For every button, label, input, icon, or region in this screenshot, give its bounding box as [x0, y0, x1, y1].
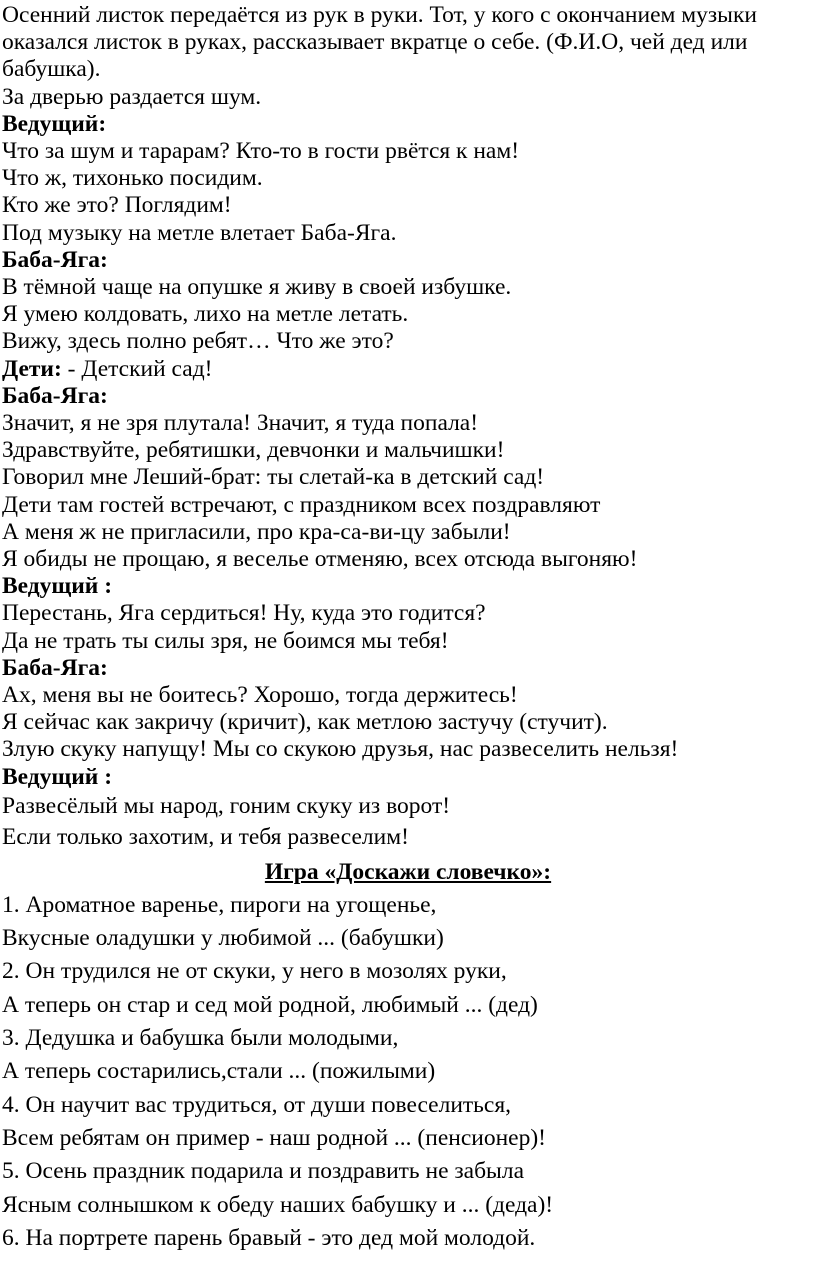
dialogue-line: Что ж, тихонько посидим.: [2, 165, 263, 192]
dialogue-line: Здравствуйте, ребятишки, девчонки и мальчишки!: [2, 437, 505, 464]
riddle-line: Вкусные оладушки у любимой ... (бабушки): [2, 925, 444, 952]
speaker-label: Баба-Яга:: [2, 246, 108, 273]
dialogue-line: Перестань, Яга сердиться! Ну, куда это годится?: [2, 600, 486, 627]
riddle-line: 4. Он научит вас трудиться, от души повеселиться,: [2, 1091, 512, 1118]
dialogue-line: Если только захотим, и тебя развеселим!: [2, 823, 409, 850]
riddle-line: А теперь состарились,стали ... (пожилыми): [2, 1058, 436, 1085]
intro-line: оказался листок в руках, рассказывает вкратце о себе. (Ф.И.О, чей дед или: [2, 29, 748, 56]
dialogue-line: Да не трать ты силы зря, не боимся мы тебя!: [2, 627, 449, 654]
dialogue-line: В тёмной чаще на опушке я живу в своей избушке.: [2, 274, 512, 301]
dialogue-line: Вижу, здесь полно ребят… Что же это?: [2, 328, 394, 355]
dialogue-line-inline: [2, 356, 816, 383]
riddle-line: 2. Он трудился не от скуки, у него в мозолях руки,: [2, 958, 507, 985]
dialogue-line: Что за шум и тарарам? Кто-то в гости рвётся к нам!: [2, 138, 520, 165]
riddle-line: 5. Осень праздник подарила и поздравить не забыла: [2, 1158, 525, 1185]
dialogue-line: Говорил мне Леший-брат: ты слетай-ка в детский сад!: [2, 464, 545, 491]
dialogue-line: Я обиды не прощаю, я веселье отменяю, всех отсюда выгоняю!: [2, 546, 638, 573]
riddle-line: А теперь он стар и сед мой родной, любимый ... (дед): [2, 991, 538, 1018]
riddle-line: 1. Ароматное варенье, пироги на угощенье,: [2, 891, 437, 918]
speaker-label: Баба-Яга:: [2, 654, 108, 681]
dialogue-line: Злую скуку напущу! Мы со скукою друзья, нас развеселить нельзя!: [2, 736, 679, 763]
dialogue-line: Я сейчас как закричу (кричит), как метлою застучу (стучит).: [2, 709, 608, 736]
intro-line: бабушка).: [2, 56, 101, 83]
dialogue-line: Дети там гостей встречают, с праздником всех поздравляют: [2, 491, 601, 518]
riddle-line: Всем ребятам он пример - наш родной ... (пенсионер)!: [2, 1124, 546, 1151]
dialogue-line: Значит, я не зря плутала! Значит, я туда попала!: [2, 410, 479, 437]
speaker-label: Ведущий :: [2, 573, 113, 600]
dialogue-line: Ах, меня вы не боитесь? Хорошо, тогда держитесь!: [2, 682, 518, 709]
riddle-line: 6. На портрете парень бравый - это дед мой молодой.: [2, 1224, 536, 1251]
speaker-label: Баба-Яга:: [2, 382, 108, 409]
riddle-line: Ясным солнышком к обеду наших бабушку и ... (деда)!: [2, 1191, 554, 1218]
stage-direction: Под музыку на метле влетает Баба-Яга.: [2, 219, 397, 246]
stage-direction: За дверью раздается шум.: [2, 83, 262, 110]
riddle-line: 3. Дедушка и бабушка были молодыми,: [2, 1025, 399, 1052]
dialogue-line: Развесёлый мы народ, гоним скуку из ворот!: [2, 792, 451, 819]
game-title: Игра «Доскажи словечко»:: [264, 858, 552, 885]
speaker-label: Ведущий:: [2, 110, 107, 137]
dialogue-line: А меня ж не пригласили, про кра-са-ви-цу забыли!: [2, 518, 511, 545]
dialogue-line: Я умею колдовать, лихо на метле летать.: [2, 301, 409, 328]
dialogue-line: Кто же это? Поглядим!: [2, 192, 232, 219]
speaker-label: Дети:: [2, 355, 62, 382]
dialogue-text: - Детский сад!: [61, 355, 213, 382]
intro-line: Осенний листок передаётся из рук в руки. Тот, у кого с окончанием музыки: [2, 2, 757, 28]
speaker-label: Ведущий :: [2, 763, 113, 790]
